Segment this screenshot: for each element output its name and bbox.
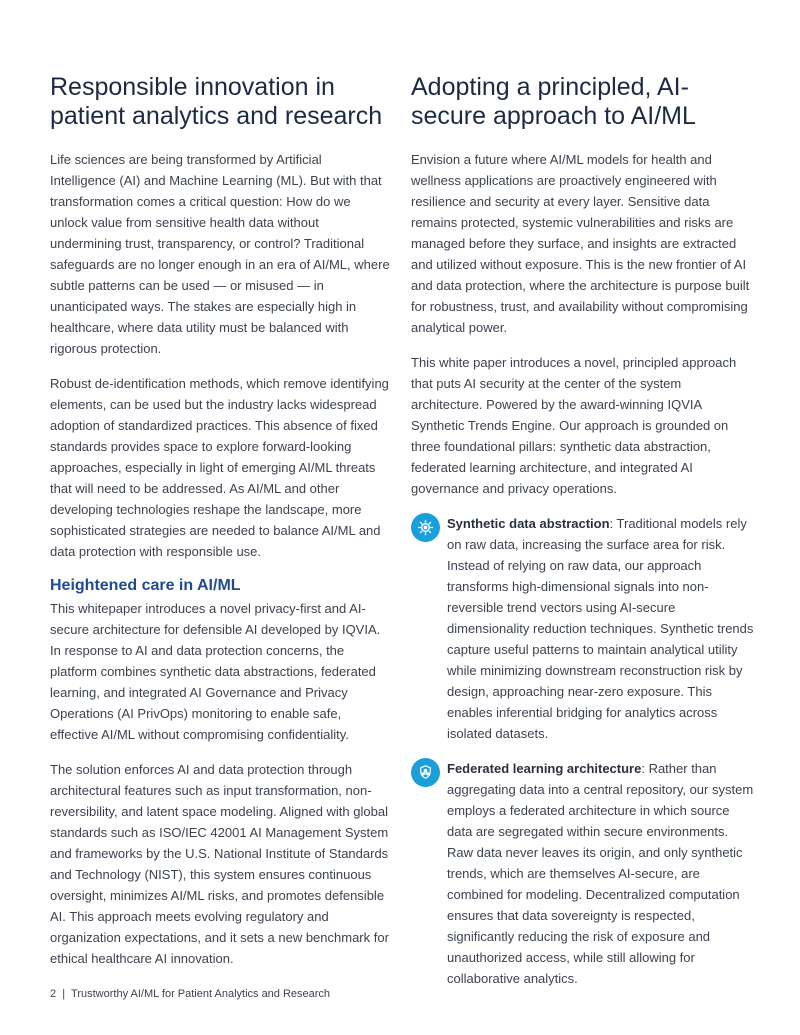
right-paragraph-2: This white paper introduces a novel, principled approach that puts AI security at the center of the system architecture. Powered by the award-winning IQVIA Synthetic Trends Engine. Our approach is grounded on three foundational pillars: synthetic data abstraction, federated learning architecture, and integrated AI governance and privacy operations. <box>411 355 737 496</box>
pillar-synthetic-data <box>411 513 756 744</box>
left-column <box>50 73 390 983</box>
page-footer <box>50 988 330 1000</box>
pillar-federated-title: Federated learning architecture <box>447 761 642 776</box>
right-paragraph-1: Envision a future where AI/ML models for health and wellness applications are proactively engineered with resilience and security at every layer. Sensitive data remains protected, systemic vulnerabilities and risks are managed before they surface, and insights are extracted and utilized without exposure. This is the new frontier of AI and data protection, where the architecture is purpose built for robustness, trust, and availability without compromising analytical power. <box>411 152 750 335</box>
pillar-federated-text <box>447 758 756 989</box>
right-section-title: Adopting a principled, AI-secure approach to AI/ML <box>411 73 696 130</box>
right-column <box>411 73 756 1003</box>
left-paragraph-4: The solution enforces AI and data protection through architectural features such as input transformation, non-reversibility, and latent space modeling. Aligned with global standards such as ISO/IEC 42001 AI Management System and frameworks by the U.S. National Institute of Standards and Technology (NIST), this system ensures continuous oversight, minimizes AI/ML risks, and promotes defensible AI. This approach meets evolving regulatory and organization expectations, and it sets a new benchmark for ethical healthcare AI innovation. <box>50 762 389 966</box>
left-paragraph-3: This whitepaper introduces a novel privacy-first and AI-secure architecture for defensible AI developed by IQVIA. In response to AI and data protection concerns, the platform combines synthetic data abstractions, federated learning, and integrated AI Governance and Privacy Operations (AI PrivOps) monitoring to enable safe, effective AI/ML without compromising confidentiality. <box>50 601 381 742</box>
subheading-heightened-care: Heightened care in AI/ML <box>50 577 241 594</box>
left-paragraph-1: Life sciences are being transformed by Artificial Intelligence (AI) and Machine Learning (ML). But with that transformation comes a critical question: How do we unlock value from sensitive health data without undermining trust, transparency, or control? Traditional safeguards are no longer enough in an era of AI/ML, where subtle patterns can be used — or misused — in unanticipated ways. The stakes are especially high in healthcare, where data utility must be balanced with rigorous protection. <box>50 152 390 356</box>
page-number: 2 <box>50 988 57 1000</box>
gear-brain-icon <box>411 513 440 542</box>
left-paragraph-2: Robust de-identification methods, which remove identifying elements, can be used but the industry lacks widespread adoption of standardized practices. This absence of fixed standards provides space to explore forward-looking approaches, especially in light of emerging AI/ML threats that will need to be addressed. As AI/ML and other developing technologies reshape the landscape, more sophisticated strategies are needed to balance AI/ML and data protection with responsible use. <box>50 376 389 559</box>
footer-separator: | <box>62 988 66 1000</box>
pillar-federated-learning <box>411 758 756 989</box>
pillar-synthetic-body: : Traditional models rely on raw data, increasing the surface area for risk. Instead of relying on raw data, our approach transforms high-dimensional signals into non-reversible trend vectors using AI-secure dimensionality reduction techniques. Synthetic trends capture useful patterns to maintain analytical utility while minimizing downstream reconstruction risk by design, approaching near-zero exposure. This enables inferential bridging for analytics across isolated datasets. <box>447 516 754 741</box>
pillar-synthetic-text <box>447 513 756 744</box>
pillar-synthetic-title: Synthetic data abstraction <box>447 516 610 531</box>
network-shield-icon <box>411 758 440 787</box>
left-section-title: Responsible innovation in patient analytics and research <box>50 73 383 130</box>
footer-title: Trustworthy AI/ML for Patient Analytics and Research <box>71 988 331 1000</box>
pillar-federated-body: : Rather than aggregating data into a central repository, our system employs a federated architecture in which source data are segregated within secure environments. Raw data never leaves its origin, and only synthetic trends, which are themselves AI-secure, are combined for modeling. Decentralized computation ensures that data sovereignty is respected, significantly reducing the risk of exposure and unauthorized access, while still allowing for collaborative analytics. <box>447 761 754 986</box>
